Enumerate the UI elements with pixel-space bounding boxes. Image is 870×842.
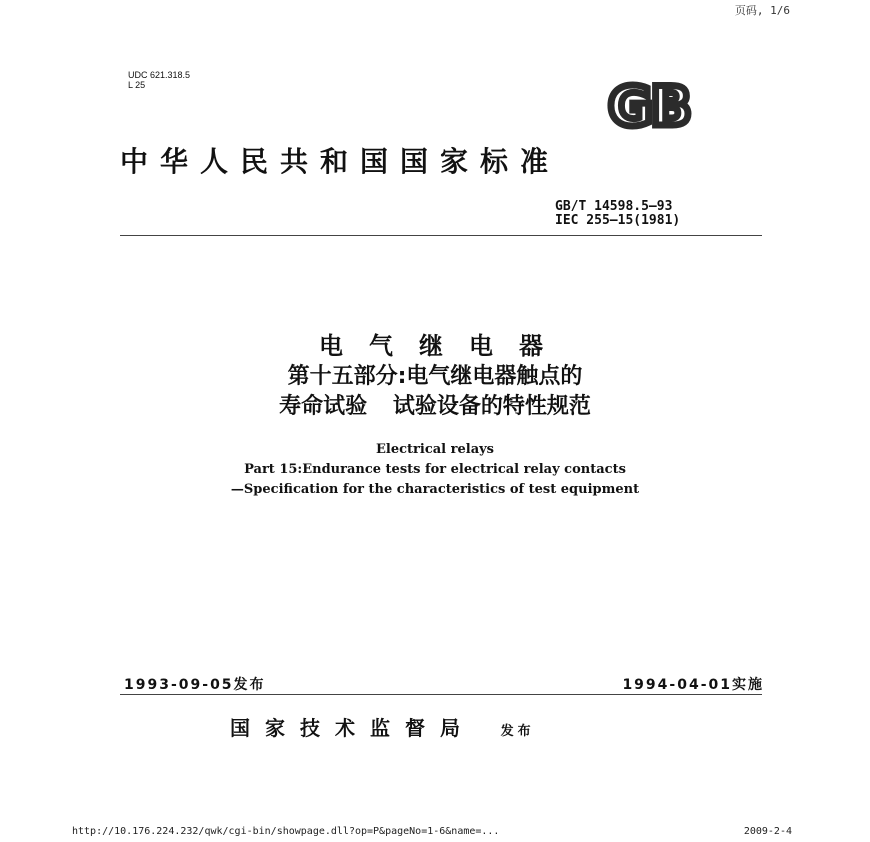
english-title-line-1: Electrical relays — [376, 442, 494, 457]
footer-date: 2009-2-4 — [743, 826, 792, 837]
issue-date: 1993-09-05发布 — [124, 677, 266, 693]
publisher-row — [230, 712, 535, 741]
english-title — [0, 440, 870, 500]
gb-logo-icon — [576, 80, 722, 130]
english-title-line-2: Part 15:Endurance tests for electrical relay contacts — [244, 462, 626, 477]
bottom-divider — [120, 694, 762, 695]
title-line-2: 第十五部分:电气继电器触点的 — [287, 364, 583, 389]
title-line-1: 电气继电器 — [319, 332, 569, 360]
footer-url[interactable]: http://10.176.224.232/qwk/cgi-bin/showpage.dll?op=P&pageNo=1-6&name=... — [72, 826, 500, 837]
category-code: L 25 — [128, 80, 146, 90]
publish-label: 发布 — [500, 724, 535, 739]
title-line-3: 寿命试验 试验设备的特性规范 — [279, 394, 591, 419]
gb-logo-text: GB — [608, 80, 690, 130]
english-title-line-3: —Specification for the characteristics of test equipment — [230, 482, 640, 497]
standard-heading: 中华人民共和国国家标准 — [120, 145, 561, 178]
publisher-name: 国家技术监督局 — [230, 716, 475, 740]
standard-number-block — [555, 200, 680, 228]
udc-code: UDC 621.318.5 — [128, 70, 191, 80]
udc-classification — [128, 70, 190, 90]
effective-date: 1994-04-01实施 — [622, 677, 764, 693]
gb-standard-number: GB/T 14598.5—93 — [555, 199, 673, 214]
page-number-label: 页码, 1/6 — [734, 4, 790, 17]
top-divider — [120, 235, 762, 236]
iec-standard-number: IEC 255—15(1981) — [555, 213, 681, 228]
chinese-title — [0, 330, 870, 422]
